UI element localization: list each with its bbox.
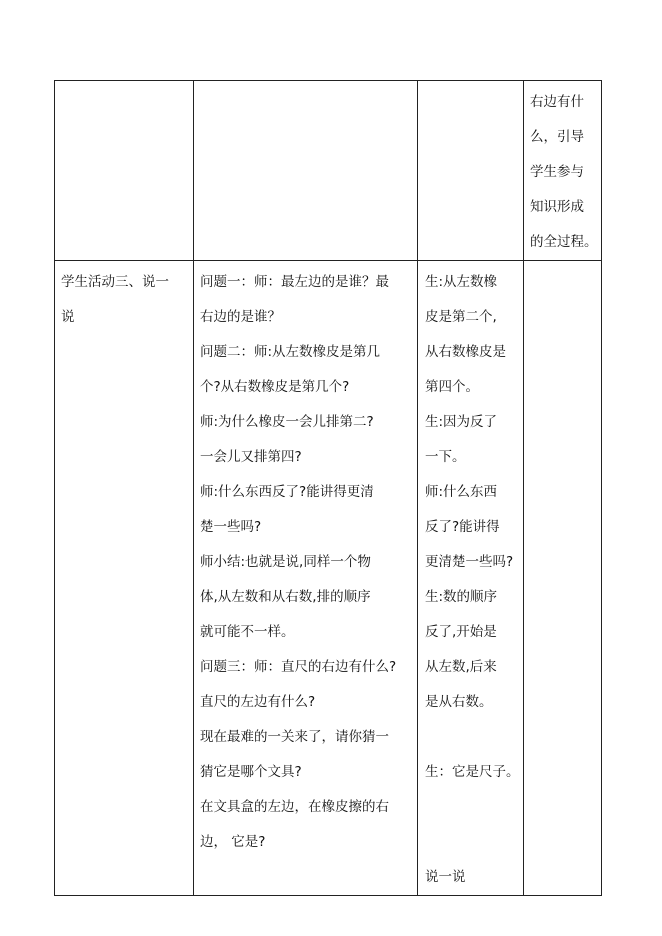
teacher-line: 体,从左数和从右数,排的顺序: [200, 589, 371, 605]
teacher-line: 边， 它是?: [200, 834, 266, 850]
student-line: 一下。: [425, 449, 466, 465]
student-line: 反了?能讲得: [425, 519, 500, 535]
table-cell-intent: [524, 261, 602, 896]
teacher-line: 一会儿又排第四?: [200, 449, 302, 465]
intent-line: 的全过程。: [530, 234, 598, 250]
teacher-line: 在文具盒的左边，在橡皮擦的右: [200, 799, 389, 815]
teacher-line: 现在最难的一关来了，请你猜一: [200, 729, 389, 745]
student-line: 是从右数。: [425, 694, 493, 710]
table-cell-activity: [55, 261, 194, 896]
student-line: 反了,开始是: [425, 624, 497, 640]
teacher-line: 猜它是哪个文具?: [200, 764, 302, 780]
table-row: [55, 261, 602, 896]
teacher-line: 问题三：师：直尺的右边有什么?: [200, 659, 397, 675]
table-cell-teacher: [194, 261, 418, 896]
table-cell-teacher: [194, 81, 418, 261]
teacher-line: 问题二：师:从左数橡皮是第几: [200, 344, 381, 360]
spacer: [425, 790, 521, 825]
intent-line: 么，引导: [530, 129, 584, 145]
spacer: [425, 825, 521, 860]
intent-line: 右边有什: [530, 94, 584, 110]
table-row: [55, 81, 602, 261]
intent-line: 学生参与: [530, 164, 584, 180]
teacher-line: 右边的是谁？: [200, 309, 281, 325]
student-line: 师:什么东西: [425, 484, 498, 500]
teacher-line: 楚一些吗?: [200, 519, 262, 535]
table-cell-student: [418, 81, 524, 261]
teacher-line: 师:什么东西反了?能讲得更清: [200, 484, 374, 500]
table-cell-student: [418, 261, 524, 896]
student-line: 生:从左数橡: [425, 274, 498, 290]
student-line: 从左数,后来: [425, 659, 497, 675]
activity-title: 说: [61, 309, 75, 325]
teacher-line: 就可能不一样。: [200, 624, 295, 640]
student-answer-line: 生：它是尺子。: [425, 764, 520, 780]
student-line: 第四个。: [425, 379, 479, 395]
table-cell-intent: [524, 81, 602, 261]
student-line: 生:因为反了: [425, 414, 498, 430]
lesson-plan-table: [54, 80, 602, 896]
activity-title: 学生活动三、说一: [61, 274, 169, 290]
student-line: 生:数的顺序: [425, 589, 498, 605]
table-cell-activity: [55, 81, 194, 261]
intent-line: 知识形成: [530, 199, 584, 215]
teacher-line: 直尺的左边有什么?: [200, 694, 316, 710]
student-activity-line: 说一说: [425, 869, 466, 885]
student-line: 从右数橡皮是: [425, 344, 506, 360]
student-line: 皮是第二个,: [425, 309, 497, 325]
spacer: [425, 720, 521, 755]
teacher-line: 个?从右数橡皮是第几个?: [200, 379, 350, 395]
teacher-line: 问题一：师：最左边的是谁？最: [200, 274, 389, 290]
teacher-line: 师:为什么橡皮一会儿排第二?: [200, 414, 374, 430]
teacher-line: 师小结:也就是说,同样一个物: [200, 554, 371, 570]
student-line: 更清楚一些吗?: [425, 554, 514, 570]
